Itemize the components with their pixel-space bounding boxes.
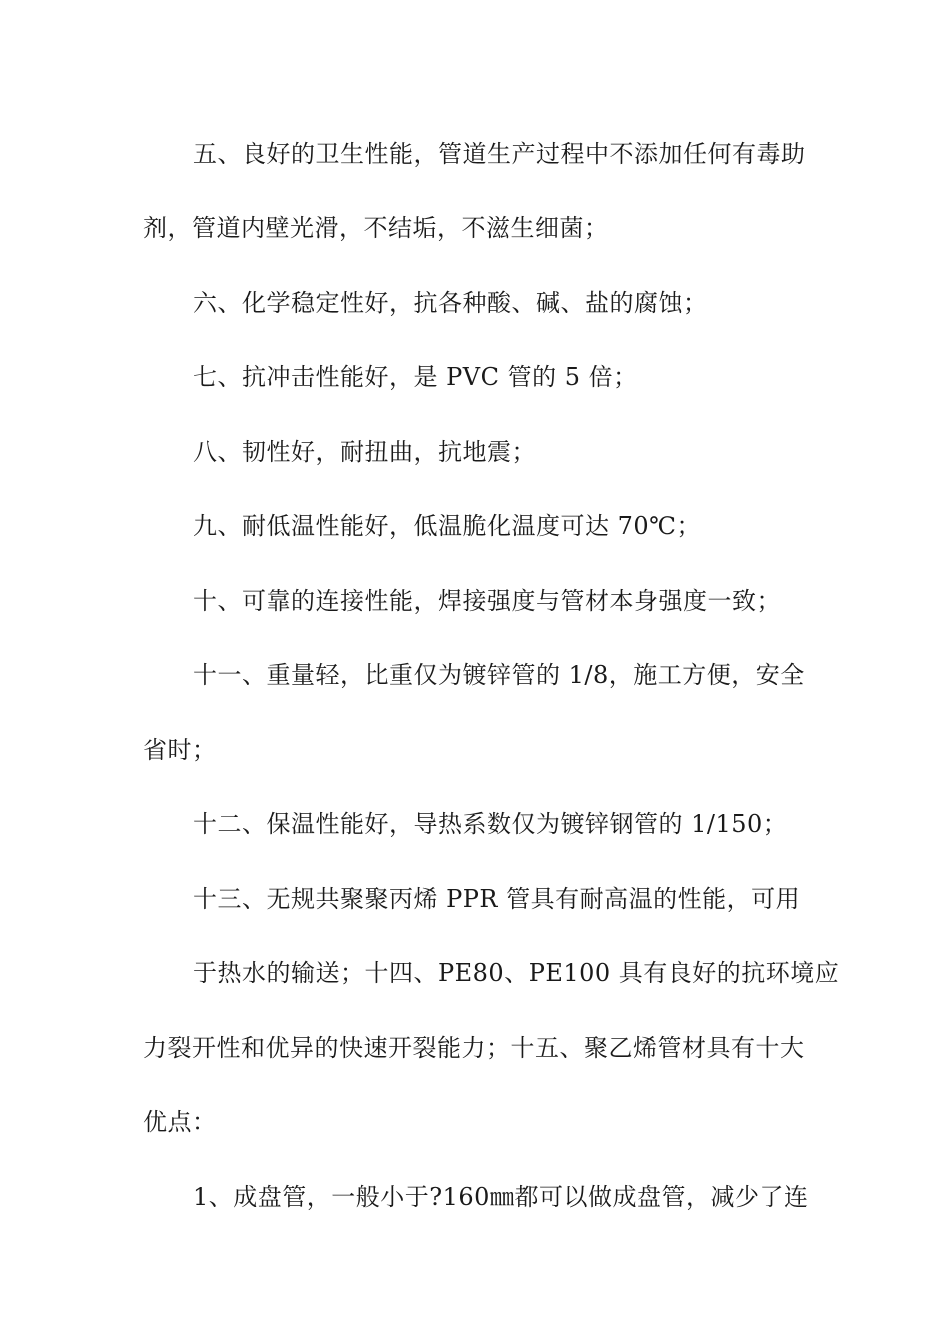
paragraph-line: 十、可靠的连接性能，焊接强度与管材本身强度一致； — [193, 587, 781, 615]
paragraph-line: 十二、保温性能好，导热系数仅为镀锌钢管的 1/150； — [193, 810, 788, 838]
paragraph-line: 1、成盘管，一般小于?160㎜都可以做成盘管，减少了连 — [193, 1183, 809, 1211]
paragraph-line: 五、良好的卫生性能，管道生产过程中不添加任何有毒助 — [193, 140, 806, 168]
paragraph-line: 十三、无规共聚聚丙烯 PPR 管具有耐高温的性能，可用 — [193, 885, 801, 913]
paragraph-line: 省时； — [143, 736, 217, 764]
paragraph-line: 剂，管道内壁光滑，不结垢，不滋生细菌； — [143, 214, 609, 242]
paragraph-line: 优点： — [143, 1108, 217, 1136]
paragraph-line: 于热水的输送；十四、PE80、PE100 具有良好的抗环境应 — [193, 959, 840, 987]
paragraph-line: 七、抗冲击性能好，是 PVC 管的 5 倍； — [193, 363, 638, 391]
paragraph-line: 八、韧性好，耐扭曲，抗地震； — [193, 438, 536, 466]
paragraph-line: 九、耐低温性能好，低温脆化温度可达 70℃； — [193, 512, 702, 540]
paragraph-line: 力裂开性和优异的快速开裂能力；十五、聚乙烯管材具有十大 — [143, 1034, 805, 1062]
paragraph-line: 十一、重量轻，比重仅为镀锌管的 1/8，施工方便，安全 — [193, 661, 805, 689]
paragraph-line: 六、化学稳定性好，抗各种酸、碱、盐的腐蚀； — [193, 289, 708, 317]
